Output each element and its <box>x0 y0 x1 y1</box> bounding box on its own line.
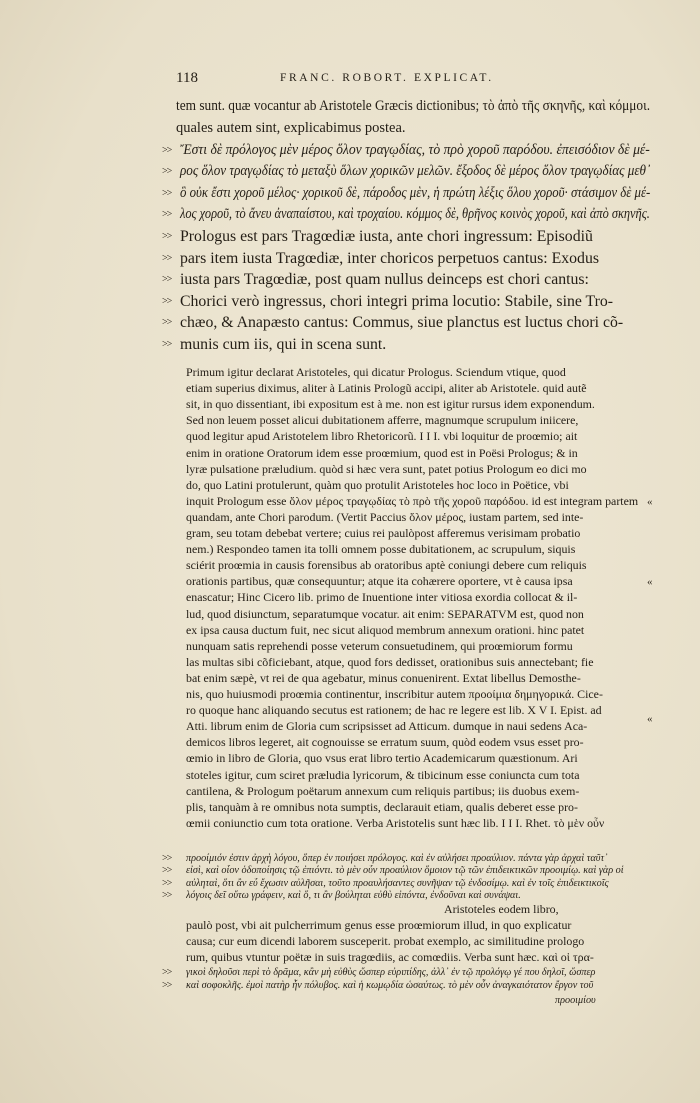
text-line: lyræ pulsatione præludium. quòd si hæc vera sunt, patet potius Prologum eo dici mo <box>186 461 587 476</box>
text-line: chæo, & Anapæsto cantus: Commus, siue planctus est luctus chori cõ- <box>180 314 624 331</box>
text-line: demicos libros legeret, ait cognouisse se erratum suum, quòd eodem vsus esset pro- <box>186 735 584 750</box>
quote-mark: >> <box>162 187 172 199</box>
page-number: 118 <box>176 70 198 86</box>
text-line: Sed non leuem posset alicui dubitationem afferre, magnumque scrupulum iniicere, <box>186 413 579 428</box>
quote-mark: >> <box>162 252 172 264</box>
text-line: stoteles igitur, cum sciret præludia lyricorum, & tibicinum esse coniuncta cum tota <box>186 767 580 782</box>
text-line: ex ipsa causa ductum fuit, nec sicut aliquod membrum annexum orationi. hinc patet <box>186 622 585 637</box>
margin-mark: « <box>647 576 653 588</box>
text-line: εἰσὶ, καὶ οἷον ὁδοποίησις τῷ ἐπιόντι. τὸ μὲν οὖν προαύλιον ὅμοιον τῷ τῶν ἐπιδεικτικῶν προοιμίῳ. καὶ γὰρ οἱ <box>186 865 624 877</box>
text-line: ὃ οὐκ ἔστι χοροῦ μέλος· χορικοῦ δὲ, πάροδος μὲν, ἡ πρώτη λέξις ὅλου χοροῦ· στάσιμον δὲ μέ- <box>180 184 651 201</box>
quote-mark: >> <box>162 889 172 901</box>
quote-mark: >> <box>162 338 172 350</box>
text-line: προοιμίου <box>555 995 596 1006</box>
text-line: nunquam satis reprehendi posse veterum consuetudinem, qui proœmiorum formu <box>186 638 573 653</box>
text-line: inquit Prologum esse ὅλον μέρος τραγῳδίας τὸ πρὸ τῆς χοροῦ παρόδου. id est integram partem <box>186 493 639 508</box>
text-line: nem.) Respondeo tamen ita tolli omnem posse dubitationem, ac scrupulum, siquis <box>186 542 576 557</box>
text-line: las multas sibi cõficiebant, atque, quod fors dedisset, orationibus suis annectebant; fie <box>186 654 594 669</box>
text-line: Chorici verò ingressus, chori integri prima locutio: Stabile, sine Tro- <box>180 292 614 310</box>
text-line: λόγοις δεῖ οὕτω γράφειν, καὶ ὅ, τι ἂν βούληται εὐθὺ εἰπόντα, ἐνδοῦναι καὶ συνάψαι. <box>186 889 521 901</box>
text-line: ro quoque hanc aliquando secutus est rationem; de hac re legere est lib. X V I. Epist. ad <box>186 703 602 718</box>
quote-mark: >> <box>162 865 172 877</box>
text-line: Ἔστι δὲ πρόλογος μὲν μέρος ὅλον τραγῳδίας, τὸ πρὸ χοροῦ παρόδου. ἐπεισόδιον δὲ μέ- <box>180 142 650 158</box>
margin-mark: « <box>647 496 653 508</box>
text-line: Aristoteles eodem libro, <box>444 902 559 916</box>
text-line: Primum igitur declarat Aristoteles, qui dicatur Prologus. Sciendum vtique, quod <box>186 365 566 379</box>
text-line: munis cum iis, qui in scena sunt. <box>180 335 387 353</box>
quote-mark: >> <box>162 209 172 221</box>
text-line: λος χοροῦ, τὸ ἄνευ ἀναπαίστου, καὶ τροχαίου. κόμμος δὲ, θρῆνος κοινὸς χοροῦ, καὶ ἀπὸ σκηνῆς. <box>180 206 650 223</box>
quote-mark: >> <box>162 980 172 991</box>
text-line: sit, in quo dissentiant, ibi expositum est à me. non est igitur rursus idem exponendum. <box>186 397 595 412</box>
quote-mark: >> <box>162 295 172 307</box>
text-line: do, quo Latini protulerunt, quàm quo protulit Aristoteles hoc loco in Poëtice, vbi <box>186 477 569 492</box>
text-line: quales autem sint, explicabimus postea. <box>176 120 406 136</box>
margin-mark: « <box>647 713 653 725</box>
quote-mark: >> <box>162 231 172 242</box>
quote-mark: >> <box>162 274 172 285</box>
text-line: œmii coniunctio cum tota oratione. Verba Aristotelis sunt hæc lib. I I I. Rhet. τὸ μὲν οὖν <box>186 815 605 830</box>
text-line: etiam superius diximus, aliter à Latinis Prologũ accipi, aliter ab Aristotele. quid autẽ <box>186 381 587 396</box>
quote-mark: >> <box>162 853 172 864</box>
text-line: bat enim sæpè, vt rei de qua agebatur, minus conuenirent. Extat libellus Demosthe- <box>186 670 581 685</box>
text-line: iusta pars Tragœdiæ, post quam nullus deinceps est chori cantus: <box>180 271 589 288</box>
text-line: enascatur; Hinc Cicero lib. primo de Inuentione inter vitiosa exordia collocat & il- <box>186 590 578 605</box>
text-line: sciérit proœmia in causis forensibus ab oratoribus aptè coniungi debere cum reliquis <box>186 558 587 573</box>
quote-mark: >> <box>162 967 172 978</box>
text-line: pars item iusta Tragœdiæ, inter choricos perpetuos cantus: Exodus <box>180 249 599 267</box>
text-line: orationis partibus, quæ consequuntur; atque ita cohærere oportere, vt è causa ipsa <box>186 574 573 589</box>
text-line: rum, quibus vtuntur poëtæ in suis tragœdiis, ac comœdiis. Verba sunt hæc. καὶ οἱ τρα- <box>186 949 594 964</box>
text-line: plis, tanquàm à re omnibus nota sumptis, declarauit etiam, qualis deberet esse pro- <box>186 799 578 814</box>
text-line: αὐληταὶ, ὅτι ἂν εὖ ἔχωσιν αὐλῆσαι, τοῦτο προαυλήσαντες συνῆψαν τῷ ἐνδοσίμῳ. καὶ ἐν τοῖς ἐπιδεικτικοῖς <box>186 877 609 889</box>
text-line: ρος ὅλον τραγῳδίας τὸ μεταξὺ ὅλων χορικῶν μελῶν. ἔξοδος δὲ μέρος ὅλον τραγῳδίας μεθ᾽ <box>180 163 651 180</box>
quote-mark: >> <box>162 145 172 156</box>
text-line: nis, quo huiusmodi proœmia continentur, inscribitur autem προοίμια δημηγορικά. Cice- <box>186 687 603 701</box>
text-line: causa; cur eum dicendi laborem susceperit. probat exemplo, ac similitudine prologo <box>186 933 585 948</box>
text-line: paulò post, vbi ait pulcherrimum genus esse proœmiorum illud, in quo explicatur <box>186 918 572 932</box>
text-line: gram, seu totam debebat vertere; cuius rei paulòpost afferemus verisimam probatio <box>186 526 581 540</box>
running-title: FRANC. ROBORT. EXPLICAT. <box>280 72 494 84</box>
text-line: γικοὶ δηλοῦσι περὶ τὸ δρᾶμα, κἂν μὴ εὐθὺς ὥσπερ εὐριπίδης, ἀλλ᾽ ἐν τῷ προλόγῳ γέ που δηλοῖ, ὥσπερ <box>186 967 596 978</box>
text-line: enim in oratione Oratorum idem esse proœmium, quod est in Poësi Prologus; & in <box>186 445 578 460</box>
text-line: quandam, ante Chori parodum. (Vertit Paccius ὅλον μέρος, iustam partem, sed inte- <box>186 509 584 524</box>
text-line: quod legitur apud Aristotelem libro Rhetoricorũ. I I I. vbi loquitur de proœmio; ait <box>186 429 578 444</box>
text-line: cantilena, & Prologum poëtarum annexum cum reliquis partibus; iis duobus exem- <box>186 783 580 798</box>
text-line: lud, quod disiunctum, separatumque vocatur. ait enim: SEPARATVM est, quod non <box>186 606 584 621</box>
quote-mark: >> <box>162 317 172 328</box>
text-line: Atti. librum enim de Gloria cum scripsisset ad Atticum. dumque in naui sedens Aca- <box>186 719 588 734</box>
quote-mark: >> <box>162 877 172 889</box>
running-header <box>176 70 596 90</box>
text-line: tem sunt. quæ vocantur ab Aristotele Græcis dictionibus; τὸ ἀπὸ τῆς σκηνῆς, καὶ κόμμοι. <box>176 98 651 114</box>
quote-mark: >> <box>162 166 172 178</box>
text-line: œmio in libro de Gloria, quo vsus erat libro tertio Academicarum quæstionum. Ari <box>186 751 578 766</box>
text-line: προοίμιόν ἐστιν ἀρχὴ λόγου, ὅπερ ἐν ποιήσει πρόλογος. καὶ ἐν αὐλήσει προαύλιον. πάντα γὰρ ἀρχαὶ ταῦτ᾽ <box>186 853 608 864</box>
text-line: Prologus est pars Tragœdiæ iusta, ante chori ingressum: Episodiũ <box>180 228 593 245</box>
text-line: καὶ σοφοκλῆς. ἐμοὶ πατὴρ ἦν πόλυβος. καὶ ἡ κωμῳδία ὡσαύτως. τὸ μὲν οὖν ἀναγκαιότατον ἔργον τοῦ <box>186 980 594 991</box>
